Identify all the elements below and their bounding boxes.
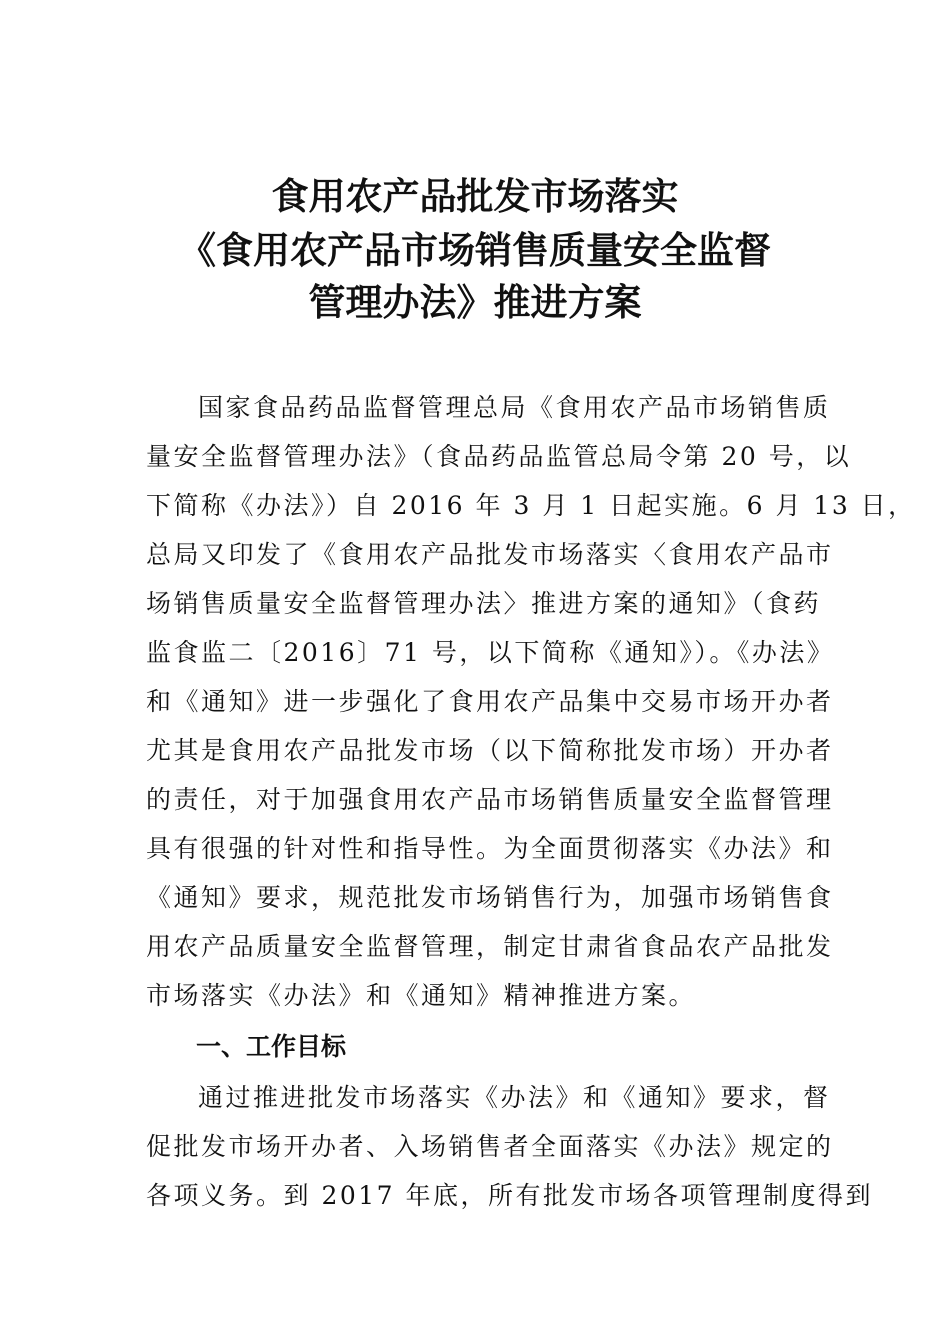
goals-paragraph <box>146 1073 874 1220</box>
paragraph-line: 下简称《办法》）自 2016 年 3 月 1 日起实施。6 月 13 日， <box>146 491 916 520</box>
paragraph-line: 《通知》要求，规范批发市场销售行为，加强市场销售食 <box>146 883 834 912</box>
paragraph-line: 用农产品质量安全监督管理，制定甘肃省食品农产品批发 <box>146 932 834 961</box>
paragraph-line: 监食监二〔2016〕71 号，以下简称《通知》）。《办法》 <box>146 638 835 667</box>
document-title-line-1: 食用农产品批发市场落实 <box>271 174 679 218</box>
paragraph-line: 尤其是食用农产品批发市场（以下简称批发市场）开办者 <box>146 736 834 765</box>
paragraph-line: 量安全监督管理办法》（食品药品监管总局令第 20 号，以 <box>146 442 852 471</box>
paragraph-line: 市场落实《办法》和《通知》精神推进方案。 <box>146 981 697 1010</box>
document-title-line-3: 管理办法》推进方案 <box>308 280 642 324</box>
paragraph-line: 各项义务。到 2017 年底，所有批发市场各项管理制度得到 <box>146 1181 874 1210</box>
paragraph-line: 场销售质量安全监督管理办法〉推进方案的通知》（食药 <box>146 589 822 618</box>
intro-paragraph <box>146 383 916 1020</box>
paragraph-line: 促批发市场开办者、入场销售者全面落实《办法》规定的 <box>146 1132 834 1161</box>
section-heading-work-goals: 一、工作目标 <box>196 1032 347 1061</box>
paragraph-line: 的责任，对于加强食用农产品市场销售质量安全监督管理 <box>146 785 834 814</box>
paragraph-line: 和《通知》进一步强化了食用农产品集中交易市场开办者 <box>146 687 834 716</box>
document-title-line-2: 《食用农产品市场销售质量安全监督 <box>179 228 771 272</box>
paragraph-line: 总局又印发了《食用农产品批发市场落实〈食用农产品市 <box>146 540 834 569</box>
paragraph-line: 具有很强的针对性和指导性。为全面贯彻落实《办法》和 <box>146 834 834 863</box>
paragraph-line: 通过推进批发市场落实《办法》和《通知》要求，督 <box>198 1083 831 1112</box>
paragraph-line: 国家食品药品监督管理总局《食用农产品市场销售质 <box>198 393 831 422</box>
